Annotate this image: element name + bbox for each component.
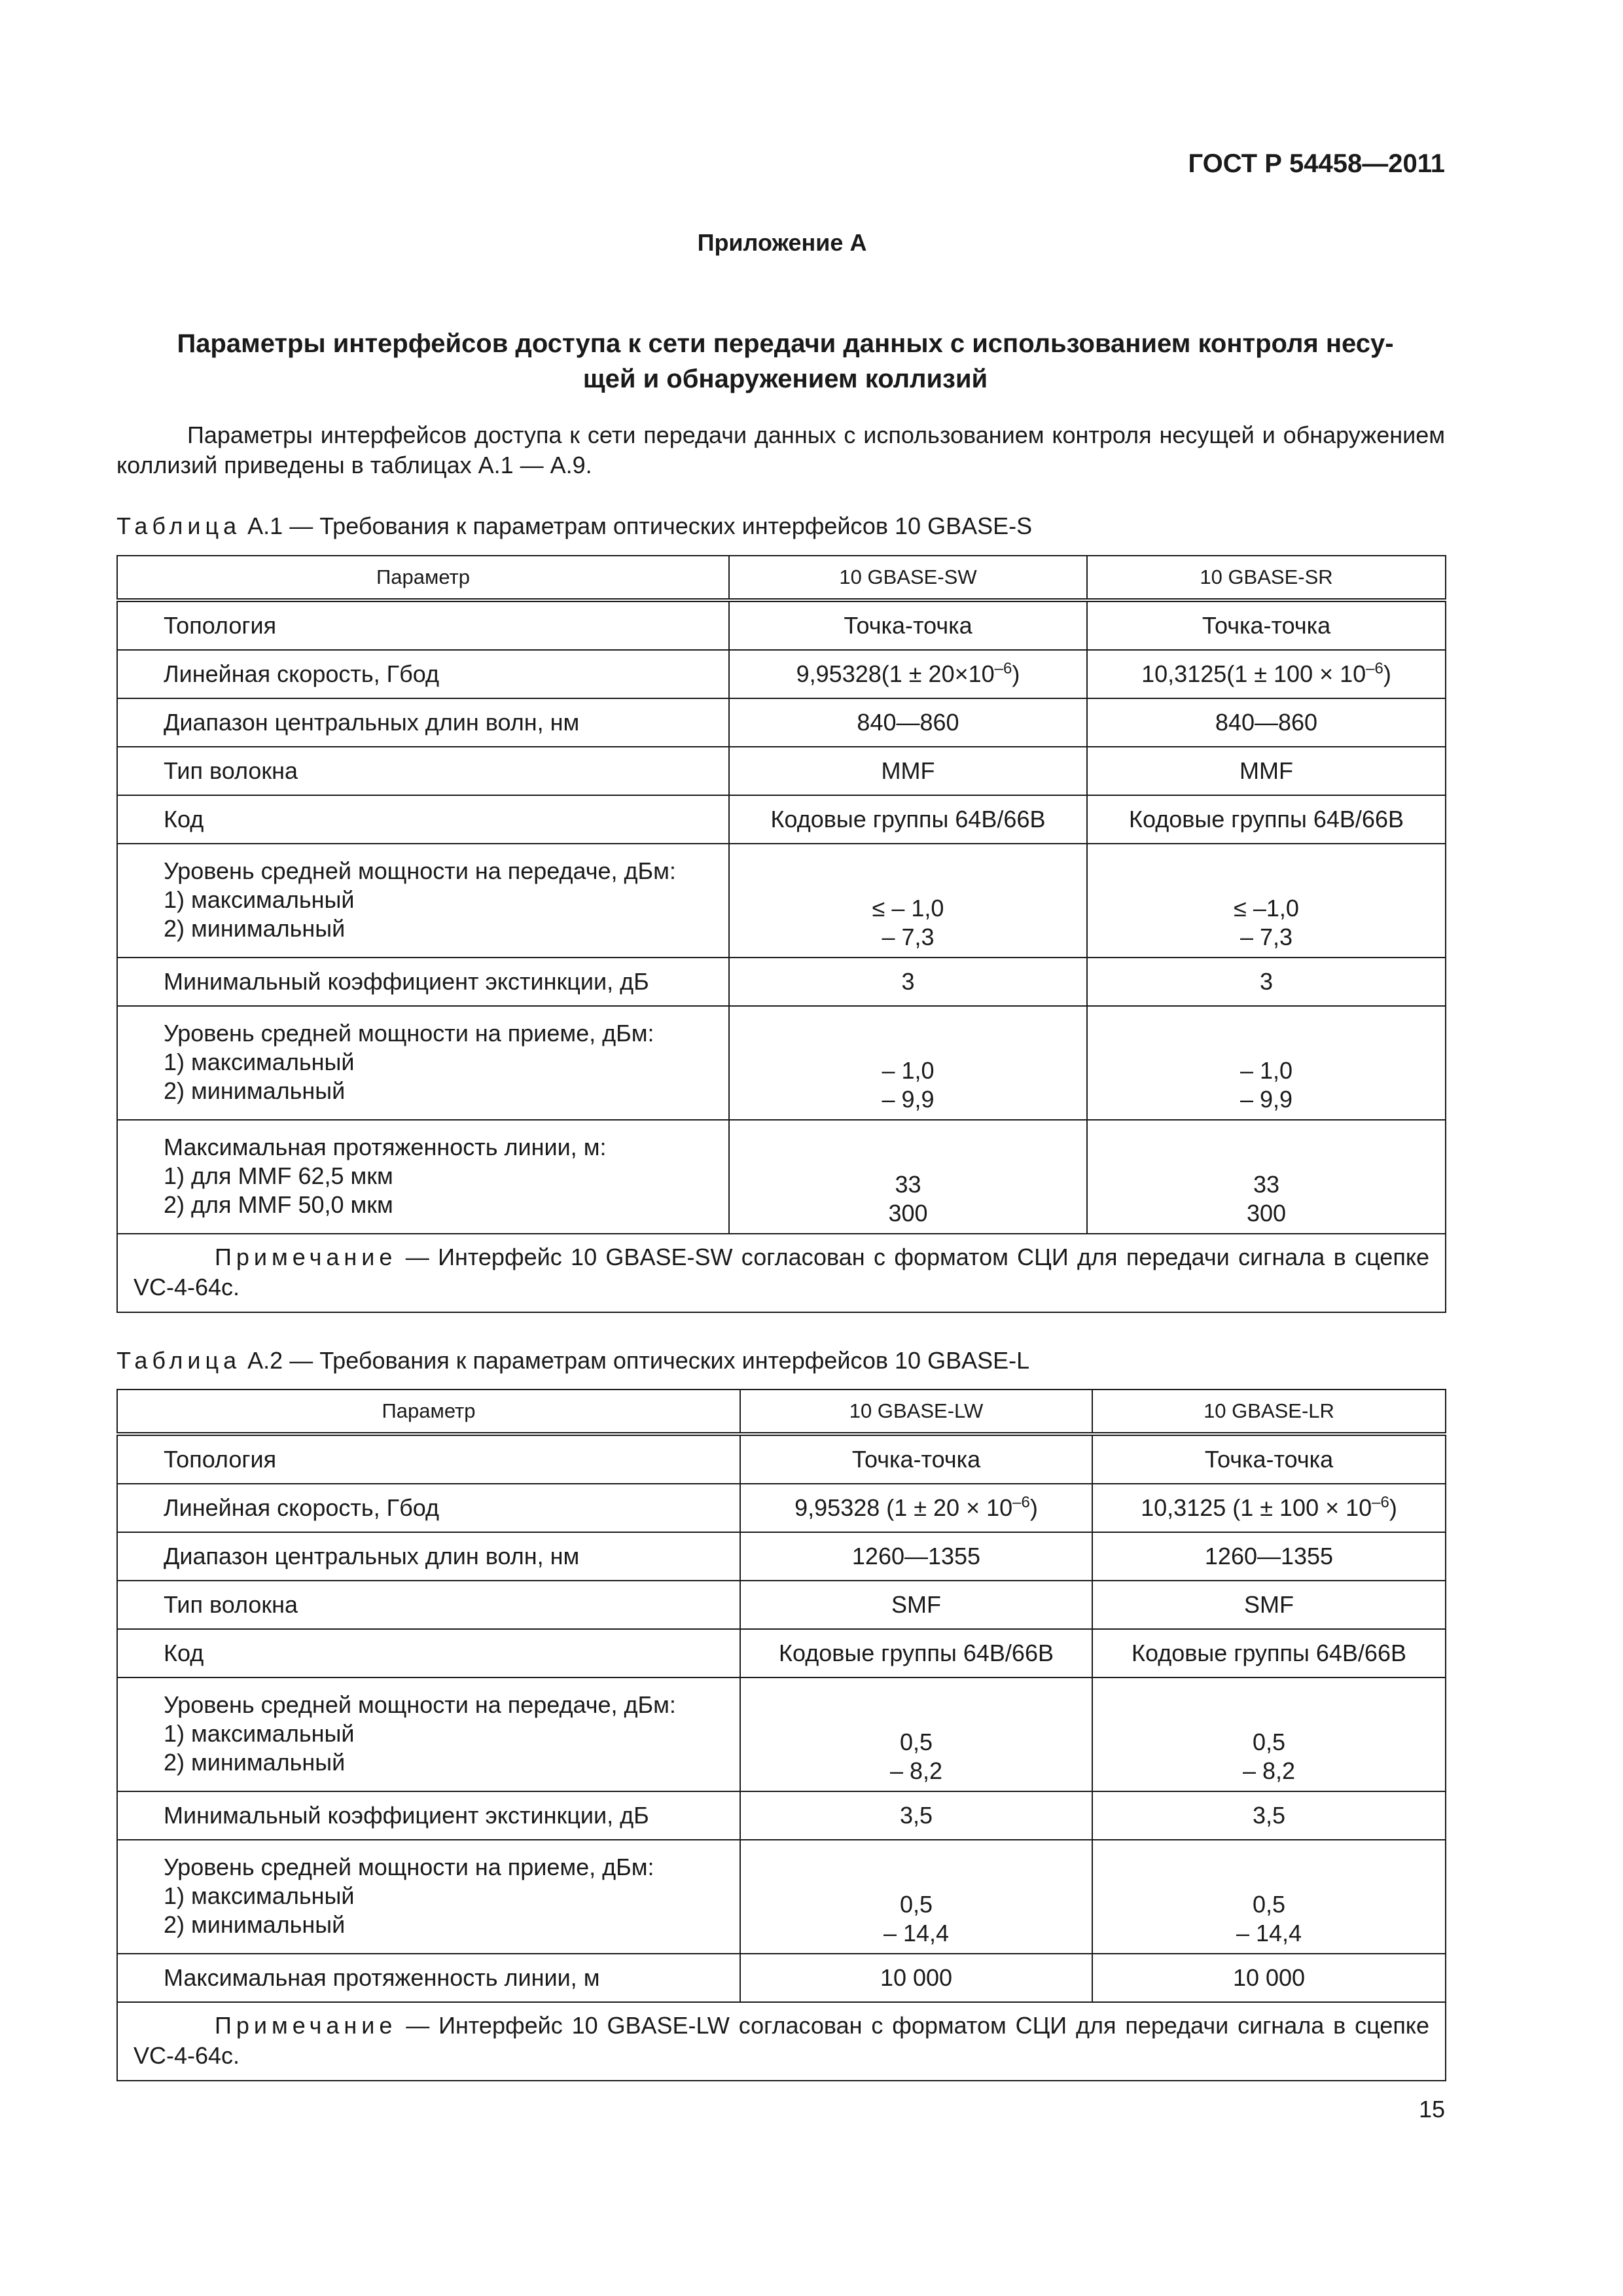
param-line: 1) для MMF 62,5 мкм (164, 1162, 393, 1189)
annex-title-line-2: щей и обнаружением коллизий (582, 365, 988, 393)
table-row (117, 650, 1446, 698)
value-line: – 7,3 (882, 924, 935, 950)
param-line: 1) максимальный (164, 1049, 355, 1075)
annex-title-line-1: Параметры интерфейсов доступа к сети передачи данных с использованием контроля несу- (177, 329, 1394, 358)
value-line: ≤ –1,0 (1234, 895, 1299, 922)
value-cell (729, 1006, 1087, 1120)
param-line: Уровень средней мощности на передаче, дБм: (164, 857, 676, 884)
param-line: 1) максимальный (164, 1882, 355, 1909)
value-cell: 3,5 (1092, 1791, 1446, 1840)
table-2-header-col-a: 10 GBASE-LW (740, 1390, 1092, 1434)
table-row (117, 1006, 1446, 1120)
value-base: 9,95328(1 ± 20×10 (796, 660, 995, 687)
value-cell: 1260—1355 (740, 1532, 1092, 1581)
value-cell: SMF (1092, 1581, 1446, 1629)
table-row (117, 844, 1446, 958)
value-cell: 10 000 (740, 1954, 1092, 2002)
value-base: 10,3125(1 ± 100 × 10 (1141, 660, 1366, 687)
value-cell (729, 844, 1087, 958)
value-cell: 3 (1087, 958, 1446, 1006)
value-line: – 7,3 (1240, 924, 1293, 950)
param-line: 2) минимальный (164, 1749, 346, 1776)
value-exponent: –6 (1012, 1494, 1030, 1511)
value-base: 10,3125 (1 ± 100 × 10 (1141, 1494, 1372, 1521)
param-cell: Топология (117, 1434, 740, 1484)
value-close: ) (1029, 1494, 1038, 1521)
value-line: 0,5 (899, 1729, 933, 1755)
note-word: Примечание (215, 1244, 397, 1270)
table-row (117, 1434, 1446, 1484)
table-row (117, 1629, 1446, 1677)
value-line: 0,5 (899, 1891, 933, 1918)
note-text: — Интерфейс 10 GBASE-SW согласован с форматом СЦИ для передачи сигнала в сцепке VC-4-64c. (134, 1244, 1429, 1300)
value-cell: 3,5 (740, 1791, 1092, 1840)
param-line: 2) минимальный (164, 1911, 346, 1938)
value-cell: Кодовые группы 64В/66В (729, 795, 1087, 844)
table-row (117, 1791, 1446, 1840)
table-2-caption-text: А.2 — Требования к параметрам оптических интерфейсов 10 GBASE-L (247, 1347, 1030, 1374)
param-cell: Код (117, 795, 729, 844)
table-1-caption-text: А.1 — Требования к параметрам оптических интерфейсов 10 GBASE-S (247, 512, 1033, 539)
value-exponent: –6 (994, 660, 1012, 677)
value-cell: Точка-точка (1092, 1434, 1446, 1484)
table-row (117, 795, 1446, 844)
value-cell: 3 (729, 958, 1087, 1006)
table-1-header-col-a: 10 GBASE-SW (729, 556, 1087, 600)
table-row (117, 1532, 1446, 1581)
value-line: 33 (1253, 1171, 1280, 1198)
value-cell: 10 000 (1092, 1954, 1446, 2002)
value-cell: MMF (729, 747, 1087, 795)
value-cell: Точка-точка (729, 600, 1087, 650)
param-line: 2) минимальный (164, 915, 346, 942)
table-1 (116, 555, 1446, 1313)
param-cell (117, 1840, 740, 1954)
table-2-header-param: Параметр (117, 1390, 740, 1434)
table-1-caption (116, 512, 1032, 540)
value-cell: Точка-точка (740, 1434, 1092, 1484)
param-cell: Диапазон центральных длин волн, нм (117, 698, 729, 747)
param-cell: Тип волокна (117, 747, 729, 795)
annex-heading: Приложение А (697, 229, 867, 256)
table-1-note-row (117, 1234, 1446, 1312)
value-line: – 14,4 (1236, 1920, 1302, 1946)
param-line: 2) для MMF 50,0 мкм (164, 1191, 393, 1218)
param-cell: Максимальная протяженность линии, м (117, 1954, 740, 2002)
table-row (117, 1954, 1446, 2002)
value-line: 0,5 (1252, 1891, 1286, 1918)
table-row (117, 1484, 1446, 1532)
param-cell: Тип волокна (117, 1581, 740, 1629)
value-close: ) (1012, 660, 1020, 687)
table-2-note (117, 2002, 1446, 2081)
table-1-header-param: Параметр (117, 556, 729, 600)
annex-title (131, 326, 1440, 397)
param-cell (117, 1006, 729, 1120)
page-number: 15 (1418, 2096, 1445, 2123)
table-1-caption-word: Таблица (116, 512, 241, 539)
value-cell (1092, 1484, 1446, 1532)
value-line: – 8,2 (889, 1757, 943, 1784)
value-cell: 840—860 (729, 698, 1087, 747)
param-line: 2) минимальный (164, 1077, 346, 1104)
param-cell: Диапазон центральных длин волн, нм (117, 1532, 740, 1581)
value-cell (1087, 650, 1446, 698)
value-cell (1092, 1840, 1446, 1954)
value-line: 33 (895, 1171, 921, 1198)
param-line: Максимальная протяженность линии, м: (164, 1134, 607, 1160)
note-word: Примечание (215, 2012, 397, 2039)
value-base: 9,95328 (1 ± 20 × 10 (794, 1494, 1013, 1521)
table-row (117, 1677, 1446, 1791)
intro-paragraph: Параметры интерфейсов доступа к сети передачи данных с использованием контроля несущей и обнаружением коллизий приведены в таблицах А.1 — А.9. (116, 422, 1445, 478)
value-cell: Точка-точка (1087, 600, 1446, 650)
table-row (117, 1581, 1446, 1629)
table-2-header-row (117, 1390, 1446, 1434)
table-2-header-col-b: 10 GBASE-LR (1092, 1390, 1446, 1434)
param-cell: Топология (117, 600, 729, 650)
value-exponent: –6 (1372, 1494, 1389, 1511)
param-line: Уровень средней мощности на передаче, дБм: (164, 1691, 676, 1718)
document-id: ГОСТ Р 54458—2011 (1188, 149, 1445, 178)
param-cell: Код (117, 1629, 740, 1677)
table-row (117, 600, 1446, 650)
value-line: – 9,9 (1240, 1086, 1293, 1113)
value-cell (740, 1677, 1092, 1791)
value-cell: Кодовые группы 64В/66В (1092, 1629, 1446, 1677)
value-line: 0,5 (1252, 1729, 1286, 1755)
param-cell: Минимальный коэффициент экстинкции, дБ (117, 1791, 740, 1840)
param-cell: Линейная скорость, Гбод (117, 650, 729, 698)
value-line: 300 (1246, 1200, 1287, 1227)
table-1-header-col-b: 10 GBASE-SR (1087, 556, 1446, 600)
param-line: 1) максимальный (164, 886, 355, 913)
param-cell: Линейная скорость, Гбод (117, 1484, 740, 1532)
table-row (117, 958, 1446, 1006)
value-exponent: –6 (1366, 660, 1383, 677)
param-cell (117, 1120, 729, 1234)
value-cell (1087, 1006, 1446, 1120)
value-cell (1087, 844, 1446, 958)
table-1-note (117, 1234, 1446, 1312)
param-cell: Минимальный коэффициент экстинкции, дБ (117, 958, 729, 1006)
value-line: – 1,0 (882, 1057, 935, 1084)
table-2-caption (116, 1347, 1029, 1374)
value-cell (729, 650, 1087, 698)
value-line: ≤ – 1,0 (872, 895, 944, 922)
value-cell (1092, 1677, 1446, 1791)
param-cell (117, 844, 729, 958)
value-cell: 1260—1355 (1092, 1532, 1446, 1581)
table-row (117, 1840, 1446, 1954)
value-cell: MMF (1087, 747, 1446, 795)
value-cell: 840—860 (1087, 698, 1446, 747)
value-line: – 9,9 (882, 1086, 935, 1113)
table-2-caption-word: Таблица (116, 1347, 241, 1374)
param-cell (117, 1677, 740, 1791)
value-close: ) (1383, 660, 1391, 687)
value-line: – 1,0 (1240, 1057, 1293, 1084)
table-2-note-row (117, 2002, 1446, 2081)
value-cell: Кодовые группы 64В/66В (740, 1629, 1092, 1677)
value-line: – 8,2 (1242, 1757, 1296, 1784)
value-line: 300 (888, 1200, 928, 1227)
table-row (117, 1120, 1446, 1234)
value-cell (740, 1840, 1092, 1954)
value-cell (729, 1120, 1087, 1234)
value-cell: Кодовые группы 64В/66В (1087, 795, 1446, 844)
param-line: Уровень средней мощности на приеме, дБм: (164, 1854, 654, 1880)
table-1-header-row (117, 556, 1446, 600)
param-line: Уровень средней мощности на приеме, дБм: (164, 1020, 654, 1047)
value-cell (1087, 1120, 1446, 1234)
note-text: — Интерфейс 10 GBASE-LW согласован с форматом СЦИ для передачи сигнала в сцепке VC-4-64c. (134, 2012, 1429, 2069)
param-line: 1) максимальный (164, 1720, 355, 1747)
value-cell (740, 1484, 1092, 1532)
value-close: ) (1389, 1494, 1397, 1521)
value-line: – 14,4 (883, 1920, 950, 1946)
value-cell: SMF (740, 1581, 1092, 1629)
table-2 (116, 1389, 1446, 2081)
table-row (117, 698, 1446, 747)
table-row (117, 747, 1446, 795)
